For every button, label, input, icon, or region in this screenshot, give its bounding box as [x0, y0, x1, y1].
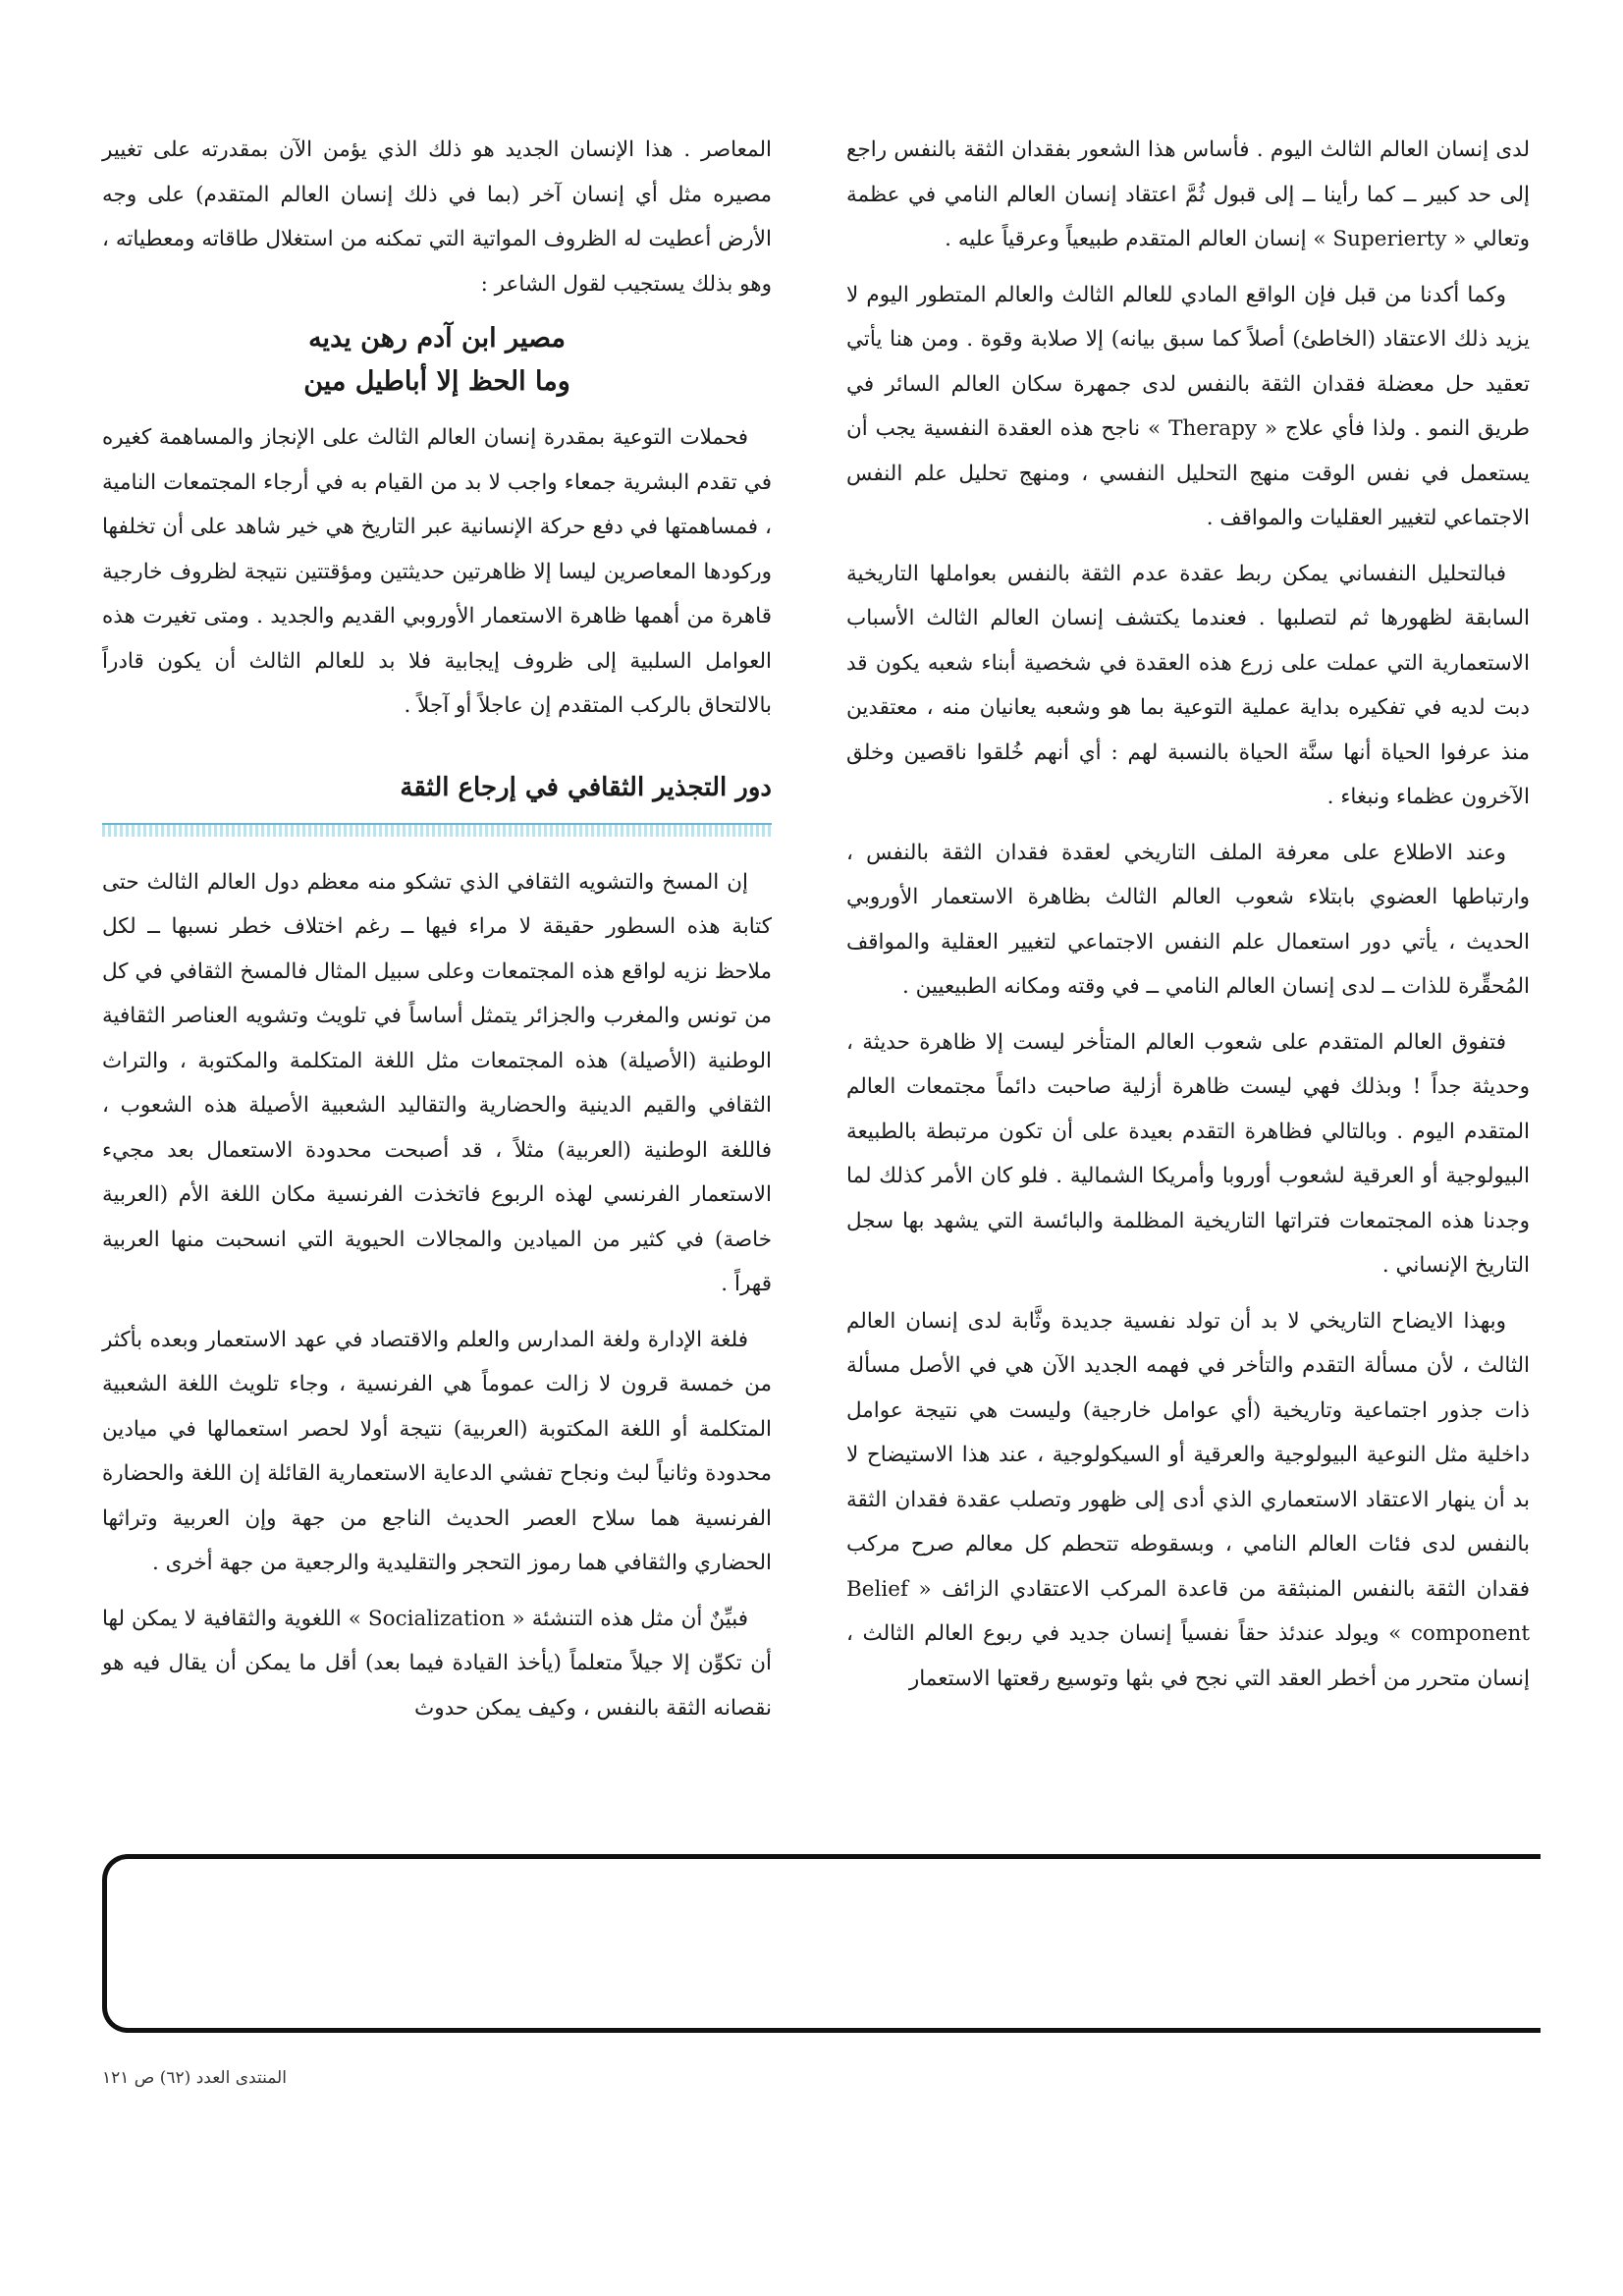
bottom-frame-box [102, 1854, 1541, 2033]
left-text-column [102, 128, 772, 1741]
paragraph: فتفوق العالم المتقدم على شعوب العالم المتأخر ليست إلا ظاهرة حديثة ، وحديثة جداً ! وبذلك فهي ليست ظاهرة أزلية صاحبت دائماً مجتمعات العالم المتقدم اليوم . وبالتالي فظاهرة التقدم بعيدة على أن تكون مرتبطة بالطبيعة البيولوجية أو العرقية لشعوب أوروبا وأمريكا الشمالية . فلو كان الأمر كذلك لما وجدنا هذه المجتمعات فتراتها التاريخية المظلمة والبائسة التي يشهد بها سجل التاريخ الإنساني . [846, 1029, 1530, 1278]
paragraph: إن المسخ والتشويه الثقافي الذي تشكو منه معظم دول العالم الثالث حتى كتابة هذه السطور حقيقة لا مراء فيها ــ رغم اختلاف خطر نسبها ــ لكل ملاحظ نزيه لواقع هذه المجتمعات وعلى سبيل المثال فالمسخ الثقافي في كل من تونس والمغرب والجزائر يتمثل أساساً في تلويث وتشويه العناصر الثقافية الوطنية (الأصيلة) هذه المجتمعات مثل اللغة المتكلمة والمكتوبة ، والتراث الثقافي والقيم الدينية والحضارية والتقاليد الشعبية الأصيلة هذه الشعوب ، فاللغة الوطنية (العربية) مثلاً ، قد أصبحت محدودة الاستعمال بعد مجيء الاستعمار الفرنسي لهذه الربوع فاتخذت الفرنسية مكان اللغة الأم (العربية خاصة) في كثير من الميادين والمجالات الحيوية التي انسحبت منها العربية قهراً . [102, 869, 772, 1296]
heading-divider [102, 823, 772, 837]
poem-verse [102, 317, 772, 404]
verse-line: وما الحظ إلا أباطيل مين [303, 366, 570, 397]
verse-line: مصير ابن آدم رهن يديه [308, 323, 566, 354]
paragraph: فلغة الإدارة ولغة المدارس والعلم والاقتصاد في عهد الاستعمار وبعده بأكثر من خمسة قرون لا زالت عموماً هي الفرنسية ، وجاء تلويث اللغة الشعبية المتكلمة أو اللغة المكتوبة (العربية) نتيجة أولا لحصر استعمالها في ميادين محدودة وثانياً لبث ونجاح تفشي الدعاية الاستعمارية القائلة إن اللغة والحضارة الفرنسية هما سلاح العصر الحديث الناجع من جهة وإن العربية وتراثها الحضاري والثقافي هما رموز التحجر والتقليدية والرجعية من جهة أخرى . [102, 1327, 772, 1575]
page-footer: المنتدى العدد (٦٢) ص ١٢١ [102, 2068, 287, 2088]
right-text-column [846, 128, 1530, 1712]
section-heading: دور التجذير الثقافي في إرجاع الثقة [400, 772, 772, 802]
paragraph: فحملات التوعية بمقدرة إنسان العالم الثالث على الإنجاز والمساهمة كغيره في تقدم البشرية جمعاء واجب لا بد من القيام به في أرجاء المجتمعات النامية ، فمساهمتها في دفع حركة الإنسانية عبر التاريخ هي خير شاهد على أن تخلفها وركودها المعاصرين ليسا إلا ظاهرتين حديثتين ومؤقتتين نتيجة لظروف خارجية قاهرة من أهمها ظاهرة الاستعمار الأوروبي القديم والجديد . ومتى تغيرت هذه العوامل السلبية إلى ظروف إيجابية فلا بد للعالم الثالث أن يكون قادراً بالالتحاق بالركب المتقدم إن عاجلاً أو آجلاً . [102, 425, 772, 718]
paragraph: وعند الاطلاع على معرفة الملف التاريخي لعقدة فقدان الثقة بالنفس ، وارتباطها العضوي بابتلاء شعوب العالم الثالث بظاهرة الاستعمار الأوروبي الحديث ، يأتي دور استعمال علم النفس الاجتماعي لتغيير العقلية والمواقف المُحقِّرة للذات ــ لدى إنسان العالم النامي ــ في وقته ومكانه الطبيعيين . [846, 840, 1530, 999]
paragraph: فبيِّنٌ أن مثل هذه التنشئة « Socialization » اللغوية والثقافية لا يمكن لها أن تكوِّن إلا جيلاً متعلماً (يأخذ القيادة فيما بعد) أقل ما يمكن أن يقال فيه هو نقصانه الثقة بالنفس ، وكيف يمكن حدوث [102, 1606, 772, 1721]
paragraph: لدى إنسان العالم الثالث اليوم . فأساس هذا الشعور بفقدان الثقة بالنفس راجع إلى حد كبير ــ كما رأينا ــ إلى قبول ثُمَّ اعتقاد إنسان العالم النامي في عظمة وتعالي « Superierty » إنسان العالم المتقدم طبيعياً وعرقياً عليه . [846, 137, 1530, 251]
paragraph: المعاصر . هذا الإنسان الجديد هو ذلك الذي يؤمن الآن بمقدرته على تغيير مصيره مثل أي إنسان آخر (بما في ذلك إنسان العالم المتقدم) على وجه الأرض أعطيت له الظروف المواتية التي تمكنه من استغلال طاقاته ومعطياته ، وهو بذلك يستجيب لقول الشاعر : [102, 137, 772, 297]
paragraph: فبالتحليل النفساني يمكن ربط عقدة عدم الثقة بالنفس بعواملها التاريخية السابقة لظهورها ثم لتصلبها . فعندما يكتشف إنسان العالم الثالث الأسباب الاستعمارية التي عملت على زرع هذه العقدة في شخصية أبناء شعبه يكون قد دبت لديه في تفكيره بداية عملية التوعية بما هو وشعبه يعانيان منه ، معتقدين منذ عرفوا الحياة أنها سنَّة الحياة بالنسبة لهم : أي أنهم خُلقوا ناقصين وخلق الآخرون عظماء ونبغاء . [846, 561, 1530, 809]
paragraph: وبهذا الايضاح التاريخي لا بد أن تولد نفسية جديدة وثَّابة لدى إنسان العالم الثالث ، لأن مسألة التقدم والتأخر في فهمه الجديد الآن هي في الأصل مسألة ذات جذور اجتماعية وتاريخية (أي عوامل خارجية) وليست هي نتيجة عوامل داخلية مثل النوعية البيولوجية والعرقية أو السيكولوجية ، عند هذا الاستيضاح لا بد أن ينهار الاعتقاد الاستعماري الذي أدى إلى ظهور وتصلب عقدة فقدان الثقة بالنفس لدى فئات العالم النامي ، وبسقوطه تتحطم كل معالم صرح مركب فقدان الثقة بالنفس المنبثقة من قاعدة المركب الاعتقادي الزائف « Belief component » ويولد عندئذ حقاً نفسياً إنسان جديد في ربوع العالم الثالث ، إنسان متحرر من أخطر العقد التي نجح في بثها وتوسيع رقعتها الاستعمار [846, 1308, 1530, 1691]
paragraph: وكما أكدنا من قبل فإن الواقع المادي للعالم الثالث والعالم المتطور اليوم لا يزيد ذلك الاعتقاد (الخاطئ) أصلاً كما سبق بيانه) إلا صلابة وقوة . ومن هنا يأتي تعقيد حل معضلة فقدان الثقة بالنفس لدى جمهرة سكان العالم السائر في طريق النمو . ولذا فأي علاج « Therapy » ناجح هذه العقدة النفسية يجب أن يستعمل في نفس الوقت منهج التحليل النفسي ، ومنهج تحليل علم النفس الاجتماعي لتغيير العقليات والمواقف . [846, 282, 1530, 530]
